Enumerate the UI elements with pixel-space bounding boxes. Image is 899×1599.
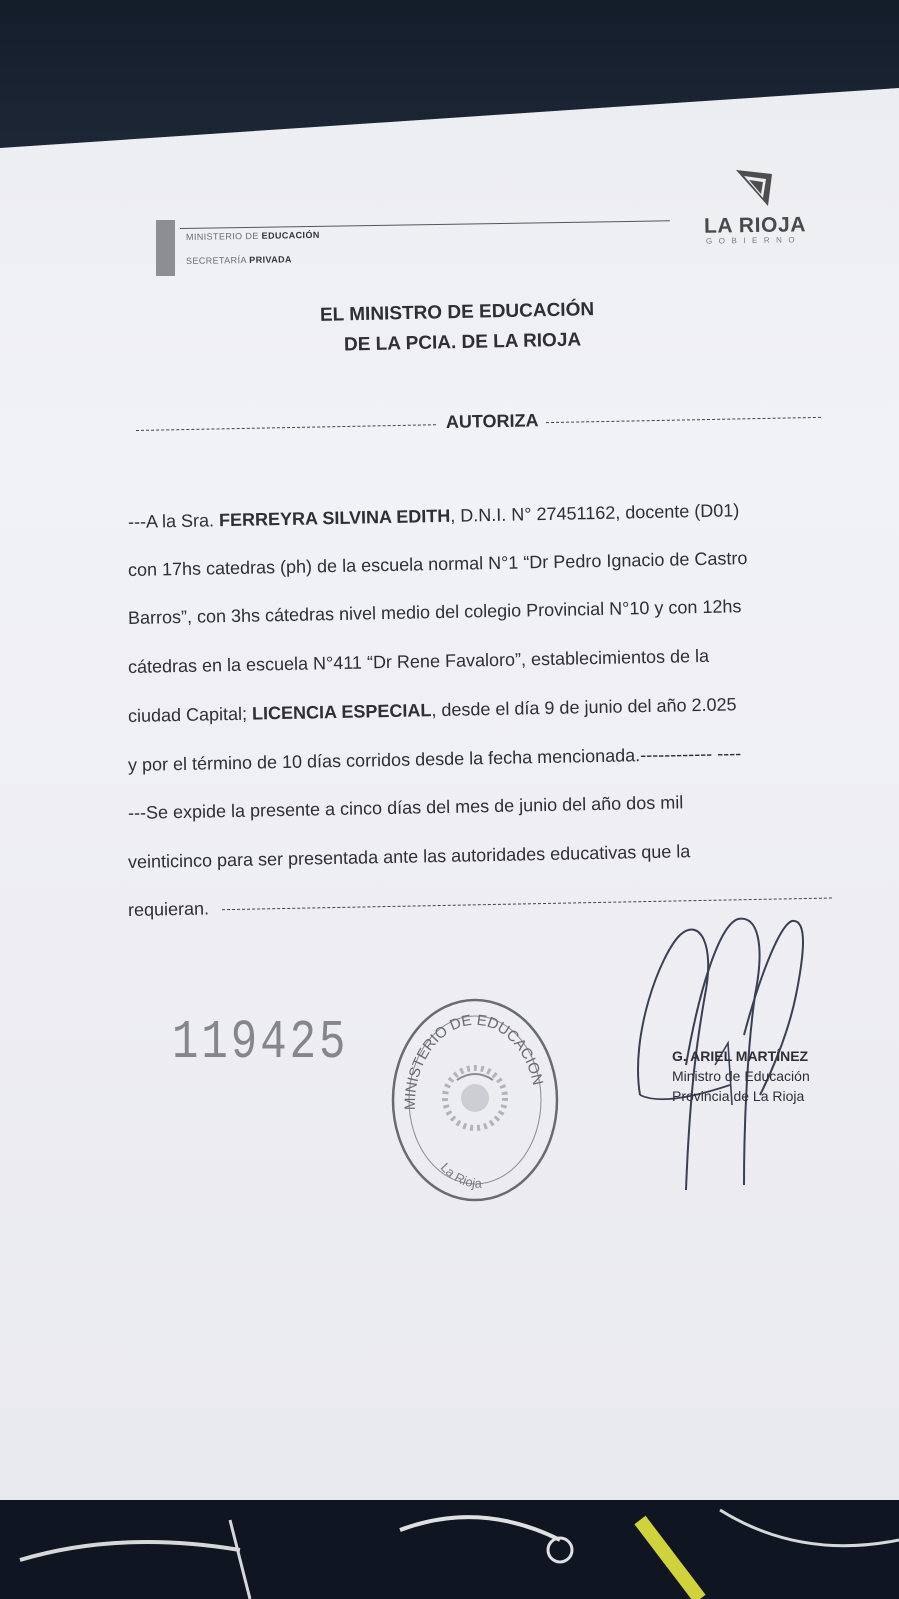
body-line-5	[128, 692, 838, 727]
body-line-2: con 17hs catedras (ph) de la escuela normal N°1 “Dr Pedro Ignacio de Castro	[127, 548, 748, 580]
header-office	[186, 254, 292, 266]
seal-text-top: MINISTERIO DE EDUCACION	[401, 1011, 547, 1111]
header-office-bold: PRIVADA	[249, 254, 292, 266]
la-rioja-logo-icon	[734, 168, 774, 208]
header-bar	[156, 220, 175, 276]
brand-name: LA RIOJA	[703, 213, 807, 238]
body-line-5-c: , desde el día 9 de junio del año 2.025	[431, 694, 737, 721]
header-rule	[180, 220, 670, 229]
body-line-3: Barros”, con 3hs cátedras nivel medio del colegio Provincial N°10 y con 12hs	[127, 596, 742, 628]
background-bottom-fabric	[0, 1500, 899, 1599]
body-line-5-a: ciudad Capital;	[127, 703, 253, 726]
seal-text-bottom: La Rioja	[437, 1159, 483, 1191]
authorizes-heading-row	[136, 405, 826, 442]
header-ministry-bold: EDUCACIÓN	[261, 229, 320, 241]
dash-rule-end	[222, 897, 832, 910]
authorizes-heading: AUTORIZA	[445, 410, 539, 433]
header-office-prefix: SECRETARÍA	[185, 255, 247, 266]
leave-type: LICENCIA ESPECIAL	[251, 700, 432, 724]
signatory-province: Provincia de La Rioja	[672, 1088, 805, 1104]
document-title-line2: DE LA PCIA. DE LA RIOJA	[343, 329, 582, 356]
body-line-1	[128, 498, 838, 533]
document-title-line1: EL MINISTRO DE EDUCACIÓN	[319, 299, 595, 326]
ministry-seal-stamp	[385, 990, 565, 1210]
document-number: 119425	[172, 1012, 349, 1075]
body-line-8: veinticinco para ser presentada ante las autoridades educativas que la	[127, 841, 691, 872]
body-line-4: cátedras en la escuela N°411 “Dr Rene Favaloro”, establecimientos de la	[127, 645, 710, 677]
teacher-name: FERREYRA SILVINA EDITH	[218, 505, 451, 531]
dash-rule-right	[546, 417, 821, 423]
body-line-9-text: requieran.	[127, 898, 210, 920]
dash-rule-left	[136, 424, 436, 431]
body-line-1-a: ---A la Sra.	[127, 510, 220, 532]
body-line-7: ---Se expide la presente a cinco días del mes de junio del año dos mil	[127, 792, 684, 823]
body-line-6: y por el término de 10 días corridos desde la fecha mencionada.------------ ----	[127, 743, 742, 775]
signatory-name: G. ARIEL MARTÍNEZ	[672, 1048, 809, 1064]
brand-subtitle: GOBIERNO	[705, 235, 802, 246]
signatory-role: Ministro de Educación	[672, 1068, 810, 1084]
body-line-1-c: , D.N.I. N° 27451162, docente (D01)	[450, 500, 740, 526]
header-ministry-prefix: MINISTERIO DE	[185, 230, 259, 242]
header-ministry	[186, 230, 320, 242]
